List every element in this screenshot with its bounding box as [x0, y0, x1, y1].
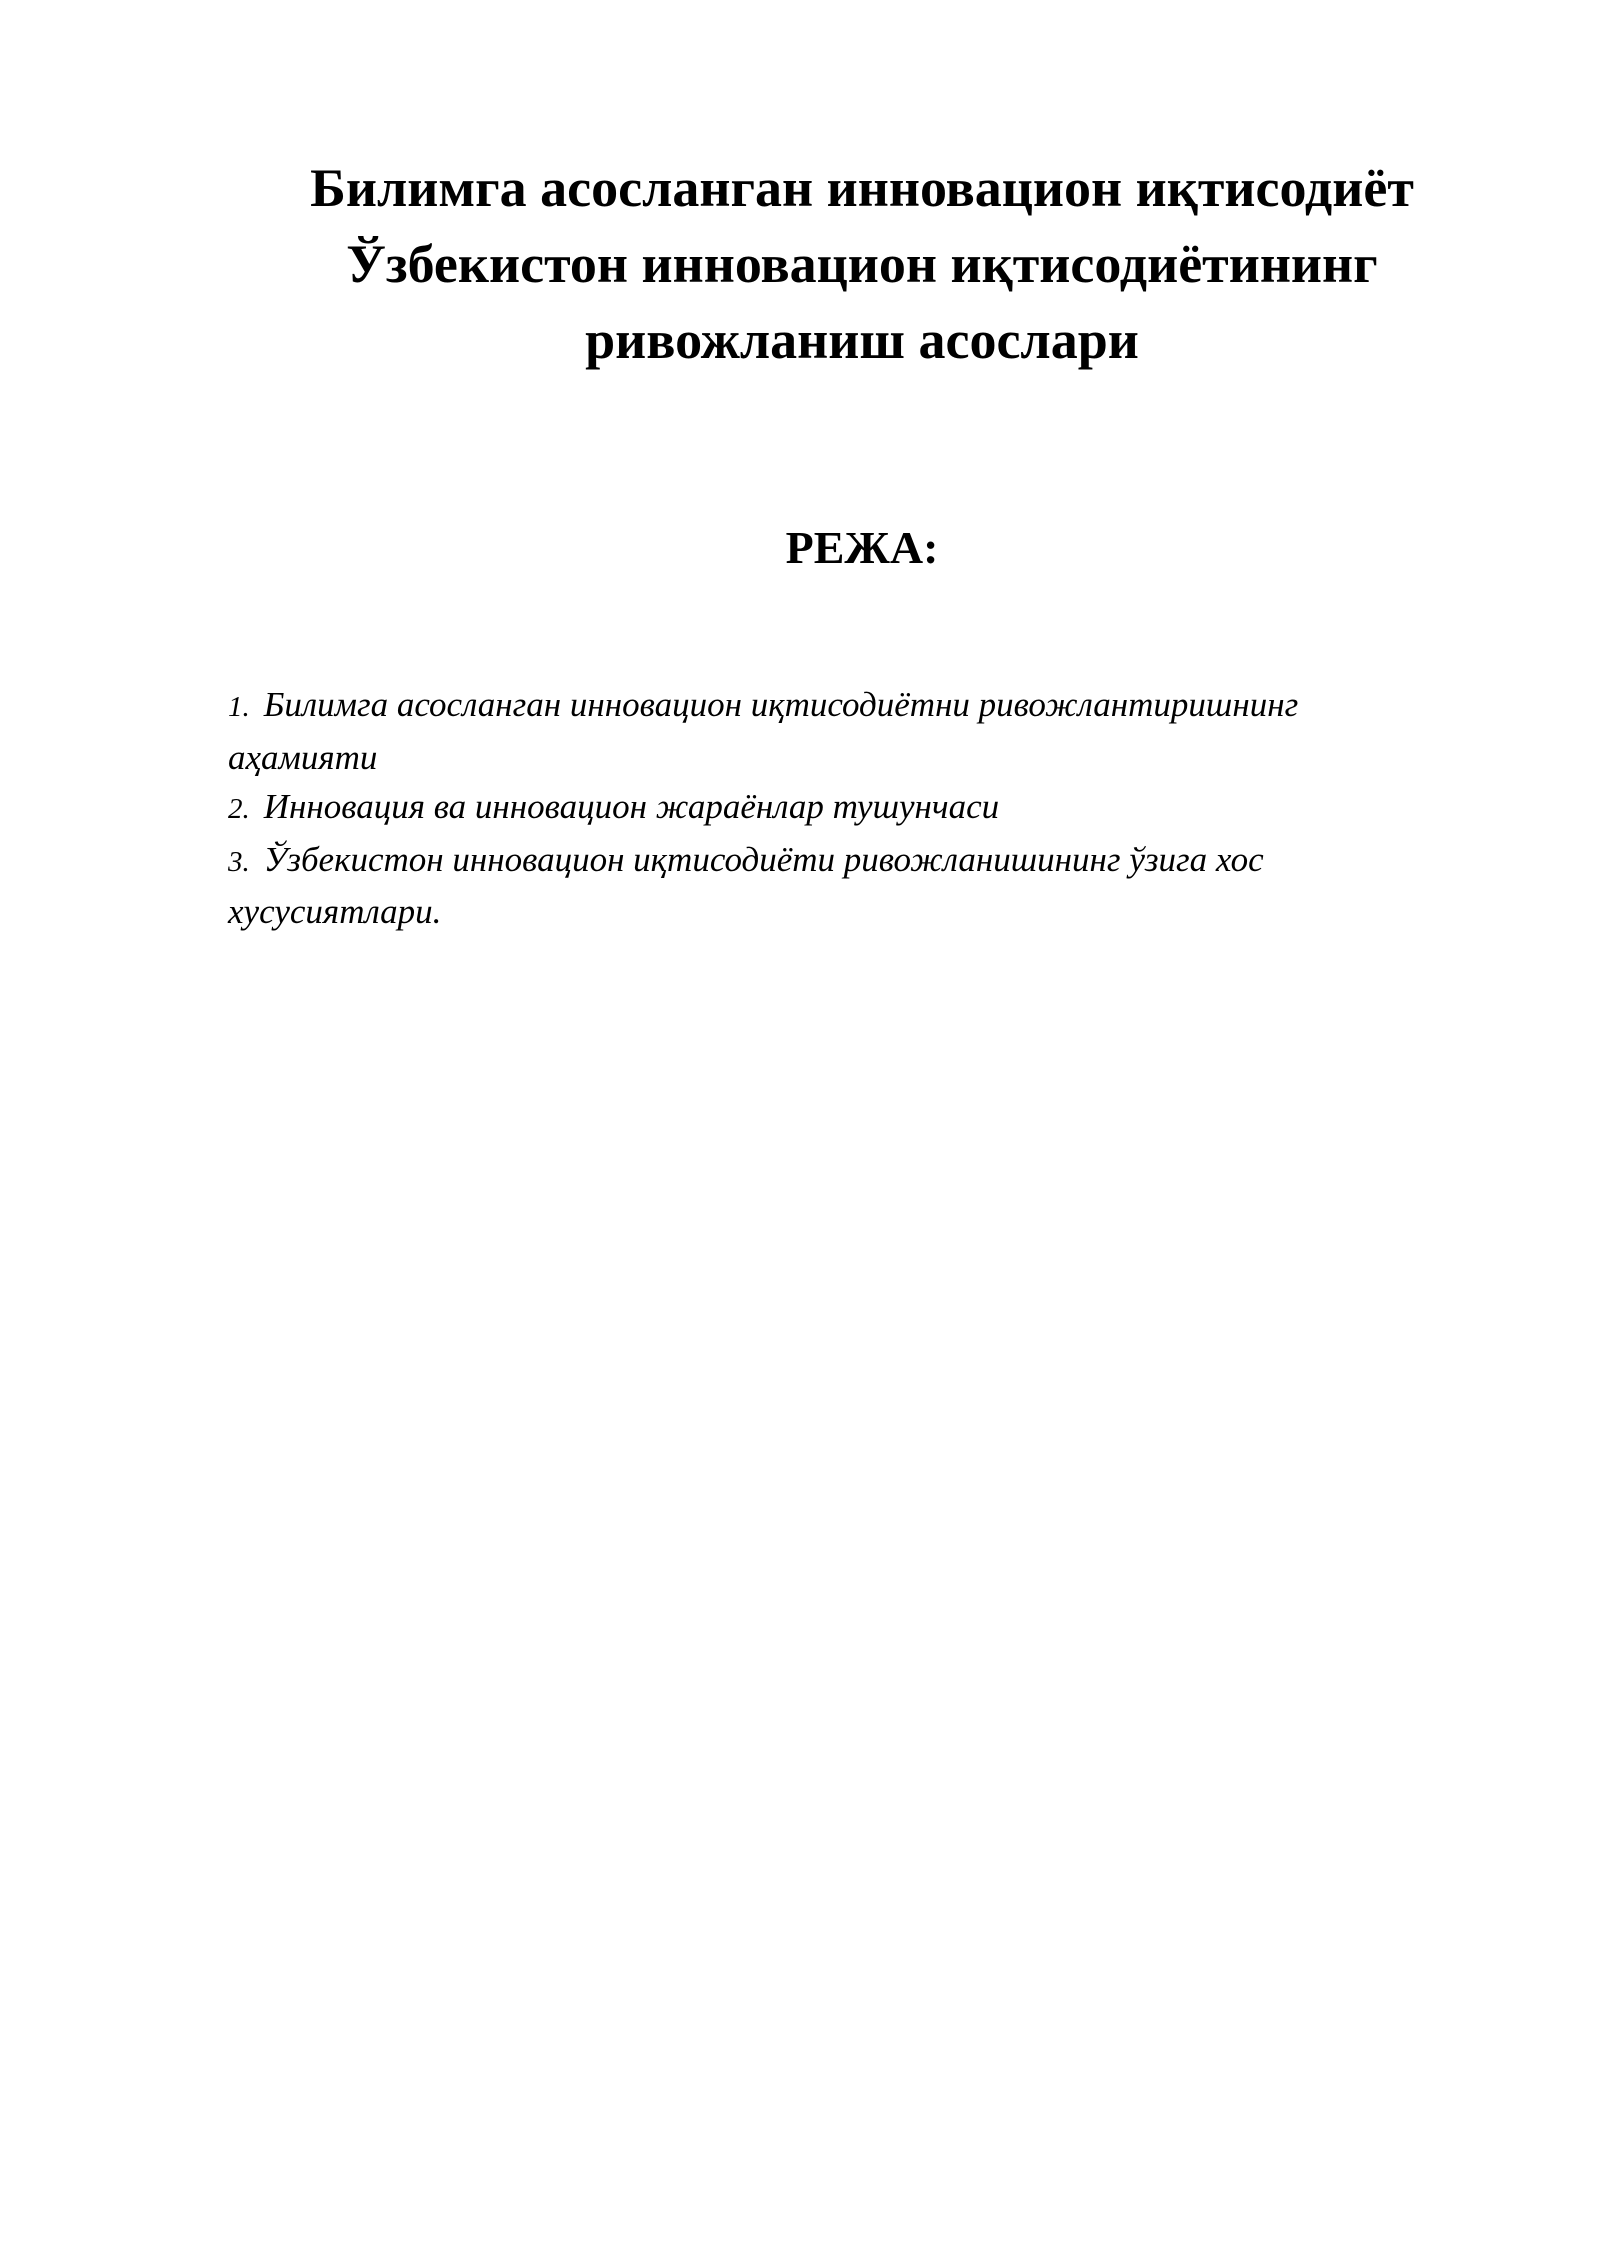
document-title — [228, 150, 1496, 378]
plan-item-3 — [228, 835, 1398, 937]
title-line-2: Ўзбекистон инновацион иқтисодиётининг — [346, 234, 1378, 294]
plan-item-number: 3. — [228, 845, 250, 878]
plan-item-text: Инновация ва инновацион жараёнлар тушунчаси — [263, 787, 1000, 826]
plan-item-text: Ўзбекистон инновацион иқтисодиёти ривожланишининг ўзига хос хусусиятлари. — [228, 839, 1264, 931]
plan-item-text: Билимга асосланган инновацион иқтисодиётни ривожлантиришнинг аҳамияти — [228, 685, 1299, 777]
title-line-3: ривожланиш асослари — [585, 310, 1139, 370]
title-line-1: Билимга асосланган инновацион иқтисодиёт — [310, 158, 1414, 218]
plan-item-number: 2. — [228, 793, 250, 825]
plan-item-1 — [228, 680, 1398, 782]
plan-item-2 — [228, 782, 1398, 835]
plan-item-number: 1. — [228, 691, 250, 723]
plan-heading: РЕЖА: — [785, 522, 939, 573]
plan-list — [228, 680, 1398, 937]
